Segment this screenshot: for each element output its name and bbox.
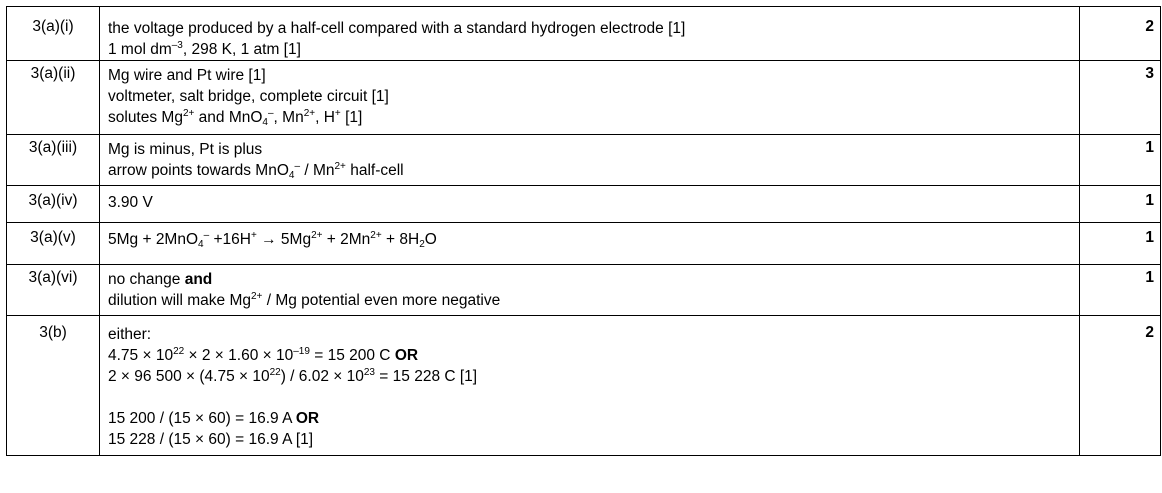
answer-line: Mg is minus, Pt is plus bbox=[108, 141, 263, 158]
answer-line: 3.90 V bbox=[108, 194, 153, 211]
table-row bbox=[7, 316, 1161, 456]
answer-cell bbox=[100, 316, 1080, 456]
marks-cell: 1 bbox=[1080, 186, 1161, 223]
marks-cell: 1 bbox=[1080, 223, 1161, 265]
answer-line: the voltage produced by a half-cell compared with a standard hydrogen electrode [1] bbox=[108, 20, 686, 37]
answer-line: Mg wire and Pt wire [1] bbox=[108, 67, 266, 84]
table-row bbox=[7, 265, 1161, 316]
answer-line: dilution will make $Mg^{2+}$ / Mg potential even more negative bbox=[108, 291, 501, 309]
question-number: 3(a)(iii) bbox=[7, 135, 100, 186]
answer-line: arrow points towards $MnO_4^- / Mn^{2+}$ half-cell bbox=[108, 161, 404, 181]
question-number: 3(b) bbox=[7, 316, 100, 456]
answer-line: voltmeter, salt bridge, complete circuit [1] bbox=[108, 88, 389, 105]
question-number: 3(a)(i) bbox=[7, 7, 100, 61]
table-row bbox=[7, 135, 1161, 186]
answer-line: $5Mg + 2MnO_4^- +16H^+ \to 5Mg^{2+} + 2Mn^{2+} + 8H_2O$ bbox=[108, 230, 437, 250]
answer-line: either: bbox=[108, 326, 152, 343]
answer-line: no change and bbox=[108, 271, 213, 288]
question-number: 3(a)(iv) bbox=[7, 186, 100, 223]
answer-cell bbox=[100, 265, 1080, 316]
answer-line: 15 200 / (15 × 60) = 16.9 A OR bbox=[108, 410, 320, 427]
marks-cell: 2 bbox=[1080, 7, 1161, 61]
answer-spacer bbox=[108, 387, 1079, 408]
marks-cell: 1 bbox=[1080, 135, 1161, 186]
answer-line: 15 228 / (15 × 60) = 16.9 A [1] bbox=[108, 431, 314, 448]
answer-cell bbox=[100, 61, 1080, 135]
answer-cell bbox=[100, 135, 1080, 186]
table-row bbox=[7, 223, 1161, 265]
answer-line: 2 × 96 $500 \times (4.75 \times 10^{22}) / 6.02 \times 10^{23} = 15$ 228 C [1] bbox=[108, 367, 478, 385]
answer-cell bbox=[100, 223, 1080, 265]
marks-cell: 2 bbox=[1080, 316, 1161, 456]
question-number: 3(a)(ii) bbox=[7, 61, 100, 135]
marks-cell: 3 bbox=[1080, 61, 1161, 135]
answer-line: $4.75 \times 10^{22} \times 2 \times 1.60 \times 10^{-19} = 15$ 200 C OR bbox=[108, 346, 419, 364]
table-row bbox=[7, 61, 1161, 135]
answer-cell bbox=[100, 186, 1080, 223]
answer-cell bbox=[100, 7, 1080, 61]
question-number: 3(a)(v) bbox=[7, 223, 100, 265]
question-number: 3(a)(vi) bbox=[7, 265, 100, 316]
table-row bbox=[7, 7, 1161, 61]
mark-scheme-table bbox=[6, 6, 1161, 456]
answer-line: solutes $Mg^{2+}$ and MnO$_4$–, $Mn^{2+}$, H+ [1] bbox=[108, 108, 363, 128]
marks-cell: 1 bbox=[1080, 265, 1161, 316]
answer-line: 1 mol $dm^{-3}$, 298 K, 1 atm [1] bbox=[108, 40, 301, 58]
table-row bbox=[7, 186, 1161, 223]
